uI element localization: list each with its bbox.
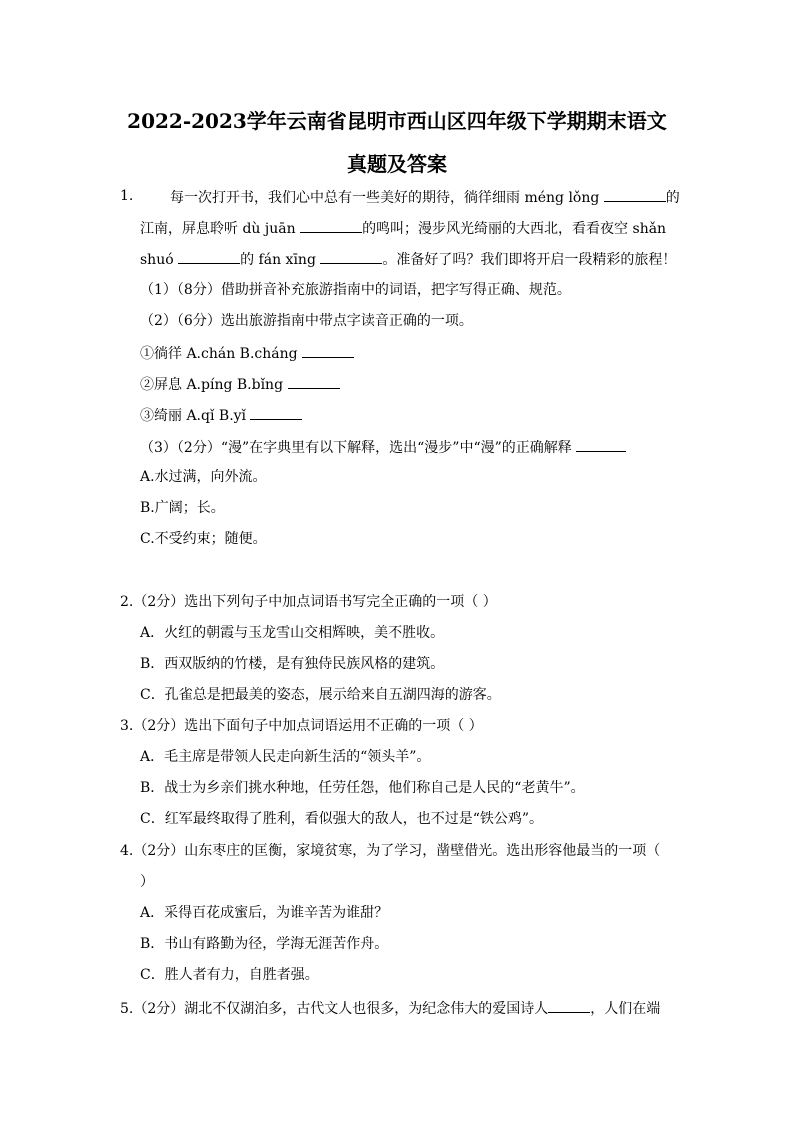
question-1-sub-3: [140, 437, 626, 457]
question-1-text: 的: [665, 190, 680, 206]
option-text: ③绮丽 A.qǐ B.yǐ: [140, 408, 247, 424]
option-text: ②屏息 A.píng B.bǐng: [140, 377, 284, 393]
question-2-stem: 2.（2分）选出下列句子中加点词语书写完全正确的一项（ ）: [120, 594, 497, 610]
question-1-option-3: [140, 405, 302, 425]
question-1-text: 每一次打开书，我们心中总有一些美好的期待，徜徉细雨 méng lǒng: [170, 190, 600, 206]
question-4-option-c: C．胜人者有力，自胜者强。: [140, 967, 319, 983]
answer-blank[interactable]: [576, 437, 626, 452]
question-5-stem: [120, 998, 660, 1018]
question-4-stem: 4.（2分）山东枣庄的匡衡，家境贫寒，为了学习，凿壁借光。选出形容他最当的一项（: [120, 843, 661, 859]
question-4-stem-continued: ）: [140, 874, 154, 890]
question-2-option-a: A．火红的朝霞与玉龙雪山交相辉映，美不胜收。: [140, 625, 445, 641]
question-2-option-b: B．西双版纳的竹楼，是有独侍民族风格的建筑。: [140, 656, 445, 672]
question-1-answer-b: B.广阔；长。: [140, 500, 225, 516]
question-1-line-1: [170, 187, 680, 207]
answer-blank[interactable]: [288, 374, 340, 389]
question-text: ，人们在端: [590, 1001, 661, 1017]
question-1-line-2: [140, 218, 666, 238]
question-1-answer-a: A.水过满，向外流。: [140, 469, 267, 485]
answer-blank[interactable]: [320, 249, 382, 264]
question-text: （3）（2分）“漫”在字典里有以下解释，选出“漫步”中“漫”的正确解释: [140, 440, 572, 456]
question-1-sub-2: （2）（6分）选出旅游指南中带点字读音正确的一项。: [140, 313, 473, 329]
question-1-text: shuó: [140, 252, 174, 268]
answer-blank[interactable]: [302, 343, 354, 358]
question-4-option-a: A．采得百花成蜜后，为谁辛苦为谁甜？: [140, 905, 389, 921]
answer-blank[interactable]: [300, 218, 362, 233]
question-1-text: 。准备好了吗？我们即将开启一段精彩的旅程！: [382, 252, 677, 268]
document-title-line-1: 2022-2023学年云南省昆明市西山区四年级下学期期末语文: [127, 109, 667, 133]
question-4-option-b: B．书山有路勤为径，学海无涯苦作舟。: [140, 936, 389, 952]
question-3-option-b: B．战士为乡亲们挑水种地，任劳任怨，他们称自己是人民的“老黄牛”。: [140, 780, 585, 796]
question-text: 5.（2分）湖北不仅湖泊多，古代文人也很多，为纪念伟大的爱国诗人: [120, 1001, 549, 1017]
question-1-text: 的 fán xīng: [240, 252, 316, 268]
question-3-option-c: C．红军最终取得了胜利，看似强大的敌人，也不过是“铁公鸡”。: [140, 811, 544, 827]
document-title-line-2: 真题及答案: [347, 152, 447, 176]
answer-blank[interactable]: [178, 249, 240, 264]
question-1-sub-1: （1）（8分）借助拼音补充旅游指南中的词语，把字写得正确、规范。: [140, 282, 571, 298]
question-1-option-1: [140, 343, 354, 363]
question-1-text: 江南，屏息聆听 dù juān: [140, 221, 296, 237]
question-1-option-2: [140, 374, 340, 394]
answer-blank[interactable]: [250, 405, 302, 420]
answer-blank[interactable]: [604, 187, 666, 202]
question-1-answer-c: C.不受约束；随便。: [140, 531, 267, 547]
question-1-line-3: [140, 249, 676, 269]
answer-blank[interactable]: [548, 998, 590, 1013]
question-1-number: 1.: [120, 188, 134, 204]
question-3-stem: 3.（2分）选出下面句子中加点词语运用不正确的一项（ ）: [120, 718, 483, 734]
question-1-text: 的鸣叫；漫步风光绮丽的大西北，看看夜空 shǎn: [362, 221, 667, 237]
option-text: ①徜徉 A.chán B.cháng: [140, 346, 298, 362]
question-3-option-a: A．毛主席是带领人民走向新生活的“领头羊”。: [140, 749, 431, 765]
question-2-option-c: C．孔雀总是把最美的姿态，展示给来自五湖四海的游客。: [140, 687, 501, 703]
